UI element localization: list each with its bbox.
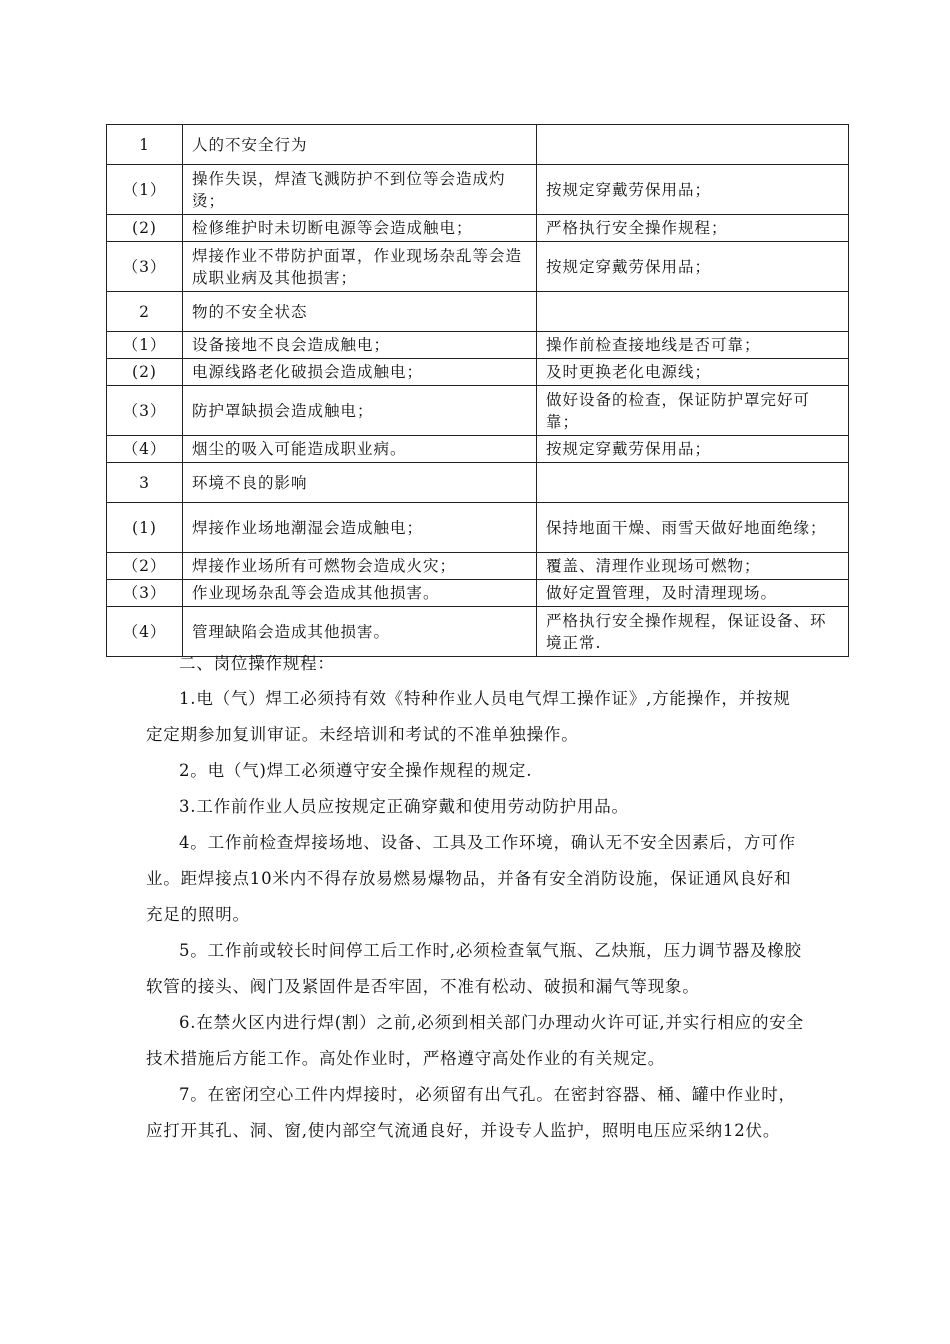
row-number-cell: （1） <box>107 165 183 215</box>
hazard-cell: 设备接地不良会造成触电； <box>183 332 537 359</box>
row-number-cell: （3） <box>107 242 183 292</box>
hazard-cell: 管理缺陷会造成其他损害。 <box>183 607 537 657</box>
table-row <box>107 503 849 553</box>
procedure-paragraph: 2。电（气)焊工必须遵守安全操作规程的规定. <box>179 761 533 780</box>
procedure-paragraph: 4。工作前检查焊接场地、设备、工具及工作环境，确认无不安全因素后，方可作业。距焊接点10米内不得存放易燃易爆物品，并备有安全消防设施，保证通风良好和充足的照明。 <box>146 833 796 924</box>
row-number-cell: (2) <box>107 215 183 242</box>
table-row <box>107 436 849 463</box>
procedure-paragraph: 1.电（气）焊工必须持有效《特种作业人员电气焊工操作证》,方能操作，并按规定定期参加复训审证。未经培训和考试的不准单独操作。 <box>146 689 791 744</box>
row-number-cell: (1) <box>107 503 183 553</box>
procedure-paragraph: 6.在禁火区内进行焊(割）之前,必须到相关部门办理动火许可证,并实行相应的安全技术措施后方能工作。高处作业时，严格遵守高处作业的有关规定。 <box>146 1013 804 1068</box>
measure-cell: 按规定穿戴劳保用品； <box>537 436 849 463</box>
table-row <box>107 580 849 607</box>
measure-cell: 按规定穿戴劳保用品； <box>537 165 849 215</box>
hazard-cell: 操作失误，焊渣飞溅防护不到位等会造成灼烫； <box>183 165 537 215</box>
measure-cell <box>537 292 849 332</box>
measure-cell: 做好设备的检查，保证防护罩完好可靠； <box>537 386 849 436</box>
measure-cell: 做好定置管理，及时清理现场。 <box>537 580 849 607</box>
row-number-cell: 1 <box>107 125 183 165</box>
hazard-cell: 作业现场杂乱等会造成其他损害。 <box>183 580 537 607</box>
hazard-table-body <box>107 125 849 657</box>
operating-procedures <box>146 650 806 1149</box>
measure-cell: 按规定穿戴劳保用品； <box>537 242 849 292</box>
table-row <box>107 607 849 657</box>
procedure-paragraph: 5。工作前或较长时间停工后工作时,必须检查氧气瓶、乙炔瓶，压力调节器及橡胶软管的接头、阀门及紧固件是否牢固，不准有松动、破损和漏气等现象。 <box>146 941 802 996</box>
table-row <box>107 332 849 359</box>
table-row <box>107 386 849 436</box>
row-number-cell: 2 <box>107 292 183 332</box>
hazard-cell: 环境不良的影响 <box>183 463 537 503</box>
row-number-cell: (2) <box>107 359 183 386</box>
procedure-paragraph: 3.工作前作业人员应按规定正确穿戴和使用劳动防护用品。 <box>179 797 629 816</box>
hazard-cell: 防护罩缺损会造成触电； <box>183 386 537 436</box>
hazard-cell: 电源线路老化破损会造成触电； <box>183 359 537 386</box>
row-number-cell: （3） <box>107 580 183 607</box>
hazard-cell: 焊接作业场所有可燃物会造成火灾； <box>183 553 537 580</box>
measure-cell: 及时更换老化电源线； <box>537 359 849 386</box>
table-row <box>107 292 849 332</box>
section-title: 二、岗位操作规程： <box>179 654 335 673</box>
hazard-cell: 焊接作业场地潮湿会造成触电； <box>183 503 537 553</box>
hazard-cell: 焊接作业不带防护面罩，作业现场杂乱等会造成职业病及其他损害； <box>183 242 537 292</box>
table-row <box>107 359 849 386</box>
row-number-cell: （4） <box>107 607 183 657</box>
measure-cell <box>537 125 849 165</box>
row-number-cell: 3 <box>107 463 183 503</box>
measure-cell <box>537 463 849 503</box>
hazard-cell: 检修维护时未切断电源等会造成触电； <box>183 215 537 242</box>
procedure-paragraph: 7。在密闭空心工件内焊接时，必须留有出气孔。在密封容器、桶、罐中作业时，应打开其孔、洞、窗,使内部空气流通良好，并设专人监护，照明电压应采纳12伏。 <box>146 1085 796 1140</box>
table-row <box>107 463 849 503</box>
hazard-cell: 人的不安全行为 <box>183 125 537 165</box>
row-number-cell: （4） <box>107 436 183 463</box>
table-row <box>107 125 849 165</box>
measure-cell: 严格执行安全操作规程； <box>537 215 849 242</box>
hazard-cell: 烟尘的吸入可能造成职业病。 <box>183 436 537 463</box>
row-number-cell: （3） <box>107 386 183 436</box>
measure-cell: 严格执行安全操作规程，保证设备、环境正常. <box>537 607 849 657</box>
hazard-table <box>106 124 849 657</box>
measure-cell: 保持地面干燥、雨雪天做好地面绝缘； <box>537 503 849 553</box>
table-row <box>107 553 849 580</box>
row-number-cell: （2） <box>107 553 183 580</box>
paragraph-list <box>146 681 806 1149</box>
table-row <box>107 215 849 242</box>
table-row <box>107 242 849 292</box>
measure-cell: 覆盖、清理作业现场可燃物； <box>537 553 849 580</box>
measure-cell: 操作前检查接地线是否可靠； <box>537 332 849 359</box>
row-number-cell: （1） <box>107 332 183 359</box>
table-row <box>107 165 849 215</box>
hazard-cell: 物的不安全状态 <box>183 292 537 332</box>
